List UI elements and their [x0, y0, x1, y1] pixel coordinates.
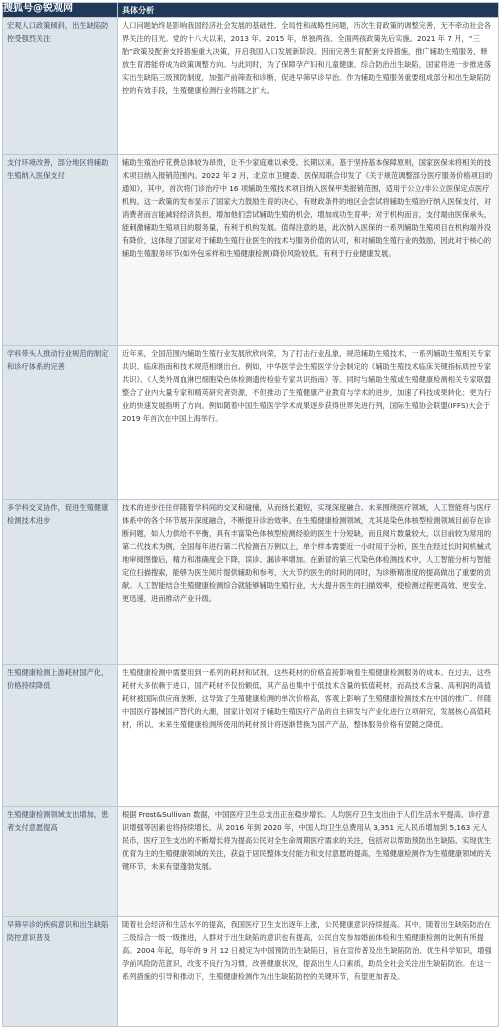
analysis-cell: 技术的进步往往伴随着学科间的交叉和碰撞，从而扬长避短，实现深度融合。未来围绕医疗领域，人工智能将与医疗体系中的各个环节展开深度融合，不断提升诊治效率。在生殖健康检测领域，尤其是染色体核型检测领域目前存在诊断问题，如人力供给不平衡，具有丰富染色体核型检测经验的医生十分短缺，而且阅片数量较大，以目前较为常用的第二代技术为例，全国每年进行第二代检测百万例以上，单个样本需要近一小时用于分析，医生在经过长时间机械式地审阅图像后，精力和准确度会下降，误诊、漏诊率增加。在新冒的第三代染色体检测技术中，人工智能分析与智能定位扫描搜索，能够为医生阅片提供辅助和参考，大大节约医生的时间的同时，为诊断精准度的提高做出了重要的贡献。人工智能结合生殖健康检测综合就能够辅助生殖行业，大大提升医生的扫描效率，使检测过程更高效、更安全、更迅速，进而推动产业升级。	[118, 500, 499, 665]
table-row	[3, 500, 499, 665]
factor-cell: 学科带头人推动行业规范的制定和诊疗体系的完善	[3, 346, 118, 500]
table-row	[3, 917, 499, 1027]
header-analysis: 具体分析	[118, 3, 499, 18]
table-header	[3, 3, 499, 18]
factor-cell: 生殖健康检测上游耗材国产化，价格持续降低	[3, 665, 118, 807]
table-row	[3, 18, 499, 155]
analysis-cell: 根据 Frost&Sullivan 数据，中国医疗卫生总支出正在稳步增长。人均医疗卫生支出由于人们生活水平提高、诊疗意识增强等因素也将持续增长。从 2016 年到 2020 年，中国人均卫生总费用从 3,351 元人民币增加到 5,163 元人民币，医疗卫生支出的不断增长将为提高公民对全生命周期医疗需求的关注，包括对以帮助预防出生缺陷、实现优生优育为主的生殖健康领域的关注，获益于居民整体支付能力和支付意愿的提高，生殖健康检测作为生殖健康领域的关键环节，未来有望蓬勃发展。	[118, 807, 499, 917]
factor-cell: 多学科交叉协作，促进生殖健康检测技术进步	[3, 500, 118, 665]
analysis-cell: 近年来，全国范围内辅助生殖行业发展欣欣向荣，为了打击行业乱象，规范辅助生殖技术，一系列辅助生殖相关专家共识、临床指南和技术规范相继出台。例如，中华医学会生殖医学分会制定的《辅助生殖技术临床关键指标质控专家共识》、《人类外周血淋巴细胞染色体检测遗传检验专家共识指南》等。同时与辅助生殖或生殖健康检测相关专家联盟整合了业内大量专家和精英研究者资源，不但推动了生殖健康产业教育与学术的进步，加速了科技成果转化；更为行业的快速发展指明了方向。例如随着中国生殖医学学术成果逐步获得世界先进行列，国际生殖协会联盟(IFFS)大会于 2019 年首次在中国上海举行。	[118, 346, 499, 500]
analysis-cell: 生殖健康检测中需要用到一系列的耗材和试剂，这些耗材的价格直接影响着生殖健康检测服务的成本。在过去，这些耗材大多依赖于进口，国产耗材不仅份额低，其产品也集中于低技术含量的低值耗材，而高技术含量、高利润的高值耗材被国际供应商垄断，这导致了生殖健康检测的单次价格高，客观上影响了生殖健康检测技术在中国的推广。伴随中国医疗器械国产替代的大潮，国家计划对于辅助生殖医疗产品的自主研发与产业化进行立项研究，发展核心高值耗材，所以，未来生殖健康检测所使用的耗材预计将逐渐替换为国产产品，整体服务价格有望随之降低。	[118, 665, 499, 807]
table-row	[3, 807, 499, 917]
analysis-table	[2, 2, 499, 1027]
analysis-cell: 辅助生殖治疗花费总体较为昂贵，让不少家庭难以承受。长期以来，基于坚持基本保障原则，国家医保未将相关的技术项目纳入报销范围内。2022 年 2 月，北京市卫健委、医保局联合印发了《关于规范调整部分医疗服务价格项目的通知》，其中，首次将门诊治疗中 16 项辅助生殖技术项目纳入医保甲类报销范围，适用于公立/非公立医保定点医疗机构。这一政策的发布显示了国家大力鼓励生育的决心，有财政条件的地区会尝试将辅助生殖治疗纳入医保支付，对消费者而言能减轻经济负担，增加他们尝试辅助生殖的机会，增加成功生育率；对于机构而言，支付端由医保承头，能刺激辅助生殖项目的服务量，有利于机构发展。值得注意的是，此次纳入医保的一系列辅助生殖项目在机构端并没有降价，这体现了国家对于辅助生殖行业医生的技术与服务价值的认可，和对辅助生殖行业的鼓励，因此对于核心的辅助生殖服务环节(如外包采样和生殖健康检测)降价风险较低，有利于行业健康发展。	[118, 155, 499, 346]
table-row	[3, 346, 499, 500]
analysis-cell: 人口问题始终是影响我国经济社会发展的基础性、全局性和战略性问题，历次生育政策的调整完善，无不牵动社会各界关注的目光。党的十八大以来，2013 年、2015 年，单独两孩、全面两孩政策先后实施。2021 年 7 月，“三胎”政策及配套支持措施重大决策，开启我国人口发展新阶段。因而完善生育配套支持措施，推广辅助生殖服务，释放生育潜能将成为政策调整方向。与此同时，为了保障孕产妇和儿童健康、综合防治出生缺陷，国家将进一步推进落实出生缺陷三级预防制度，加强产前筛查和诊断，促进早筛早诊早治。作为辅助生殖服务重要组成部分和出生缺陷防控的有效手段，生殖健康检测行业将随之扩大。	[118, 18, 499, 155]
factor-cell: 早筛早诊的疾病意识和出生缺陷防控意识普及	[3, 917, 118, 1027]
factor-cell: 支付环境改善，部分地区将辅助生殖纳入医保支付	[3, 155, 118, 346]
table-row	[3, 155, 499, 346]
analysis-cell: 随着社会经济和生活水平的提高，我国医疗卫生支出逐年上涨，公民健康意识持续提高。其中，随着出生缺陷防治在三级综合一级一级推进，人群对于出生缺陷的意识也有提高，公民自发参加婚前体检和生殖健康检测的比例有所提高。2004 年起，每年的 9 月 12 日被定为中国预防出生缺陷日，旨在宣传普及出生缺陷防治、优生科学知识，增强孕前风险防范意识，改变不良行为习惯，改善健康状况，提高出生人口素质，助员全社会关注出生缺陷防治。在这一系列措施的引导和推动下，生殖健康检测作为出生缺陷防控的关键环节，有望更加普及。	[118, 917, 499, 1027]
table-row	[3, 665, 499, 807]
watermark: 搜狐号@锐观网	[3, 3, 73, 14]
factor-cell: 生殖健康检测领域支出增加，患者支付意愿提高	[3, 807, 118, 917]
factor-cell: 宏观人口政策倾斜，出生缺陷防控受强烈关注	[3, 18, 118, 155]
